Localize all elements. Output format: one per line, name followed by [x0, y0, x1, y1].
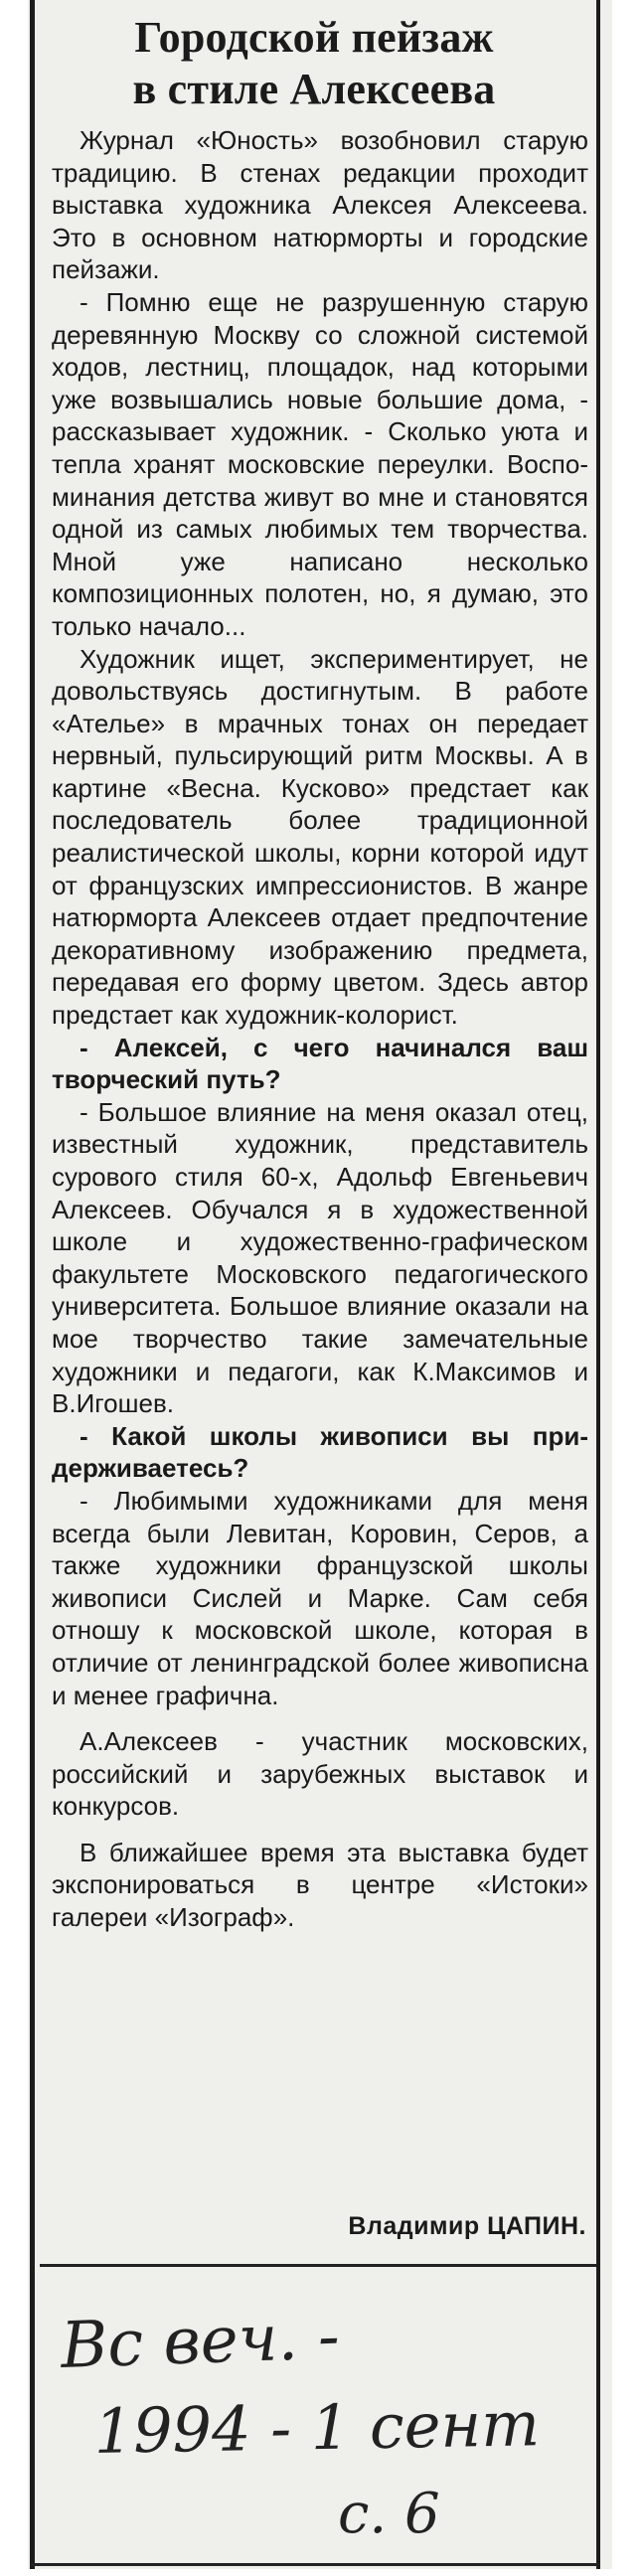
- article-paragraph: А.Алексеев - участник московских, российский и зарубежных выставок и конкурсов.: [52, 1726, 588, 1822]
- clipping-left-border: [30, 0, 35, 2569]
- article-paragraph: Журнал «Юность» возобновил старую традицию. В стенах редакции проходит выставка художника Алексея Алексеева. Это в основном натюрморты и городские пейзажи.: [52, 125, 588, 285]
- article-paragraph: - Помню еще не разрушенную старую деревянную Москву со сложной системой ходов, лестниц, площадок, над которыми уже возвышались новые большие дома, - рассказывает художник. - Сколько уюта и тепла хранят московские переулки. Воспоминания детства живут во мне и становятся одной из самых любимых тем творчества. Мной уже написано несколько композиционных полотен, но, я думаю, это только начало...: [52, 286, 588, 641]
- handwritten-line-2: 1994 - 1 сент: [92, 2387, 541, 2468]
- handwritten-note: [40, 2276, 596, 2559]
- interview-question: - Какой школы живописи вы придерживаетесь?: [52, 1420, 588, 1484]
- clipping-bottom-border: [30, 2563, 600, 2566]
- article-byline: Владимир ЦАПИН.: [348, 2212, 586, 2240]
- bottom-rule: [40, 2264, 596, 2267]
- title-line-2: в стиле Алексеева: [132, 65, 496, 113]
- interview-question: - Алексей, с чего начинался ваш творческий путь?: [52, 1032, 588, 1095]
- title-line-1: Городской пейзаж: [134, 13, 494, 62]
- article-paragraph: - Большое влияние на меня оказал отец, известный художник, представитель сурового стиля 60-х, Адольф Евгеньевич Алексеев. Обучался я в художественной школе и художественно-графическом факультете Московского педагогического университета. Большое влияние оказали на мое творчество такие замечательные художники и педагоги, как К.Максимов и В.Игошев.: [52, 1096, 588, 1419]
- clipping-right-border: [596, 0, 600, 2569]
- article-body: [52, 124, 588, 1934]
- article-title: [36, 12, 592, 115]
- handwritten-line-3: с. 6: [338, 2482, 440, 2546]
- handwritten-line-1: Вс веч. -: [59, 2300, 341, 2383]
- article-paragraph: Художник ищет, экспериментирует, не довольствуясь достигнутым. В работе «Ателье» в мрачных тонах он передает нервный, пульсирующий ритм Москвы. А в картине «Весна. Кусково» предстает как последователь более традиционной реалистической школы, корни которой идут от французских импрессионистов. В жанре натюрморта Алексеев отдает предпочтение декоративному изображению предмета, передавая его форму цветом. Здесь автор предстает как художник-колорист.: [52, 643, 588, 1031]
- article-paragraph: - Любимыми художниками для меня всегда были Левитан, Коровин, Серов, а также художники французской школы живописи Сислей и Марке. Сам себя отношу к московской школе, которая в отличие от ленинградской более живописна и менее графична.: [52, 1485, 588, 1710]
- article-paragraph: В ближайшее время эта выставка будет экспонироваться в центре «Истоки» галереи «Изограф».: [52, 1837, 588, 1933]
